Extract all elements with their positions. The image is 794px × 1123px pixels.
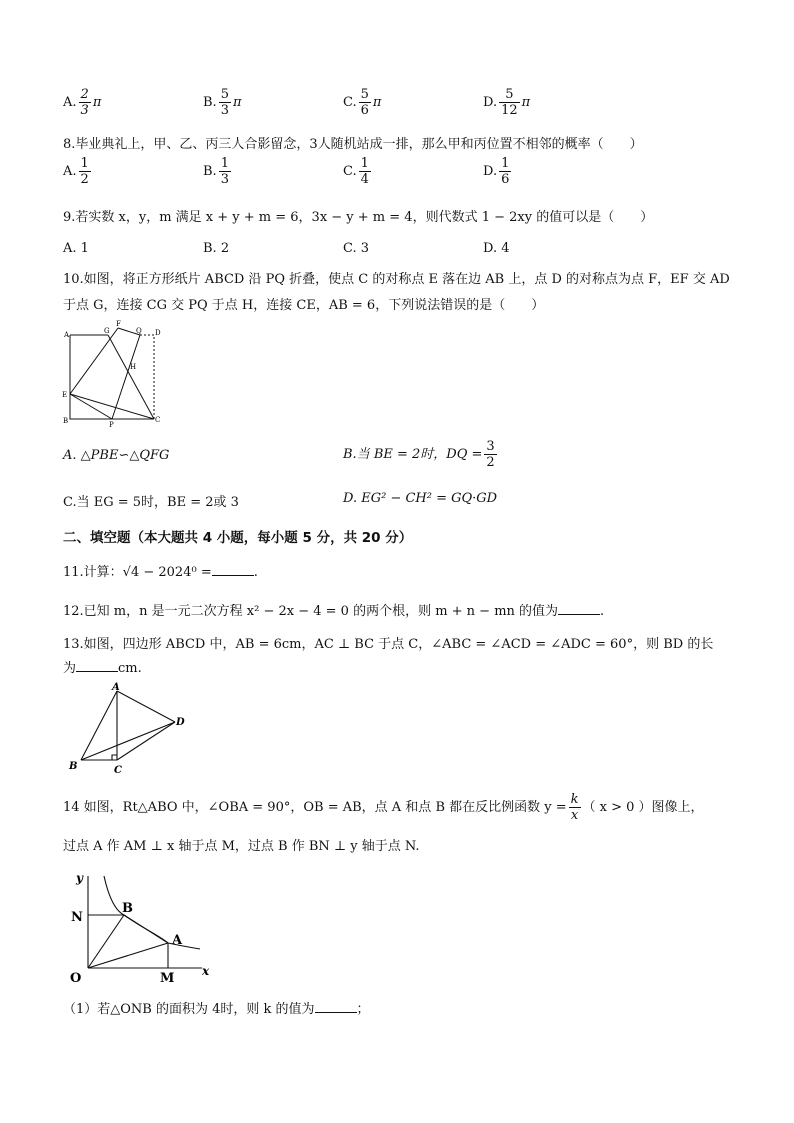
fig13-label-a: A	[112, 682, 120, 693]
fig10-label-d: D	[155, 329, 161, 337]
fig14-label-o: O	[70, 971, 82, 986]
q8-option-c: C. $\frac{1}{4}$	[343, 156, 369, 187]
q9-option-b: B. 2	[203, 241, 230, 256]
fig10-label-g: G	[104, 327, 110, 335]
q9-option-c: C. 3	[343, 241, 370, 256]
q9-stem: 9.若实数 x，y，m 满足 x + y + m = 6，3x − y + m = 4，则代数式 1 − 2xy 的值可以是（ ）	[63, 210, 654, 225]
q11-answer-blank[interactable]	[212, 563, 254, 576]
q13-stem-line1: 13.如图，四边形 ABCD 中，AB = 6cm，AC ⊥ BC 于点 C，∠ABC = ∠ACD = ∠ADC = 60°，则 BD 的长	[63, 637, 714, 652]
q13-figure	[62, 678, 196, 778]
fig10-label-b: B	[63, 417, 69, 425]
q10-stem-line1: 10.如图，将正方形纸片 ABCD 沿 PQ 折叠，使点 C 的对称点 E 落在边 AB 上，点 D 的对称点为点 F，EF 交 AD	[63, 272, 730, 287]
q8-option-d: D. $\frac{1}{6}$	[483, 156, 510, 187]
q7-option-c: C. $\frac{5}{6}$ π	[343, 87, 382, 118]
q10-option-c: C.当 EG = 5时，BE = 2或 3	[63, 495, 239, 510]
fig10-label-h: H	[130, 363, 137, 371]
q10-stem-line2: 于点 G，连接 CG 交 PQ 于点 H，连接 CE，AB = 6，下列说法错误的是（ ）	[63, 298, 545, 313]
fig10-label-q: Q	[136, 327, 142, 335]
q14-stem-line2: 过点 A 作 AM ⊥ x 轴于点 M，过点 B 作 BN ⊥ y 轴于点 N.	[63, 839, 420, 854]
fig13-label-c: C	[114, 765, 122, 776]
fig13-label-d: D	[176, 717, 185, 728]
q7-option-d: D. $\frac{5}{12}$ π	[483, 87, 531, 118]
q12-answer-blank[interactable]	[558, 602, 600, 615]
q10-option-a: A. △PBE∽△QFG	[63, 448, 170, 463]
q8-option-b: B. $\frac{1}{3}$	[203, 156, 229, 187]
q8-option-a: A. $\frac{1}{2}$	[63, 156, 89, 187]
fig14-label-a: A	[172, 933, 183, 948]
q9-option-d: D. 4	[483, 241, 510, 256]
q11-stem: 11.计算：√4 − 2024⁰ = .	[63, 565, 258, 580]
q13-stem-line2: 为 cm.	[63, 661, 142, 676]
q13-answer-blank[interactable]	[76, 659, 118, 672]
fig10-label-f: F	[116, 320, 121, 328]
q12-stem: 12.已知 m，n 是一元二次方程 x² − 2x − 4 = 0 的两个根，则 m + n − mn 的值为 .	[63, 604, 605, 619]
q10-option-d: D. EG² − CH² = GQ·GD	[343, 491, 498, 506]
fig14-label-m: M	[160, 971, 175, 986]
fig10-label-a: A	[64, 331, 70, 339]
fig14-label-n: N	[71, 910, 83, 925]
fig10-label-p: P	[109, 421, 114, 428]
section-2-heading: 二、填空题（本大题共 4 小题，每小题 5 分，共 20 分）	[63, 530, 413, 546]
q9-option-a: A. 1	[63, 241, 89, 256]
fig10-label-e: E	[62, 391, 68, 399]
q14-sub1-answer-blank[interactable]	[315, 1000, 357, 1013]
q14-figure	[62, 864, 222, 989]
q8-stem: 8.毕业典礼上，甲、乙、丙三人合影留念，3人随机站成一排，那么甲和丙位置不相邻的概率（ ）	[63, 137, 643, 152]
q14-stem-line1: 14 如图，Rt△ABO 中，∠OBA = 90°，OB = AB，点 A 和点 B 都在反比例函数 y = $\frac{k}{x}$ （ x > 0 ）图像上，	[63, 792, 704, 823]
fig10-label-c: C	[155, 416, 161, 424]
fig14-label-x: x	[202, 964, 210, 978]
fig14-label-b: B	[122, 901, 133, 916]
q10-figure	[58, 316, 168, 428]
q10-option-b: B.当 BE = 2时，DQ = $\frac{3}{2}$	[343, 439, 495, 470]
q14-sub1: （1）若△ONB 的面积为 4时，则 k 的值为 ；	[63, 1002, 370, 1017]
q7-option-a: A. $\frac{2}{3}$ π	[63, 87, 102, 118]
fig14-label-y: y	[76, 871, 83, 885]
fig13-label-b: B	[69, 761, 78, 772]
q7-option-b: B. $\frac{5}{3}$ π	[203, 87, 242, 118]
